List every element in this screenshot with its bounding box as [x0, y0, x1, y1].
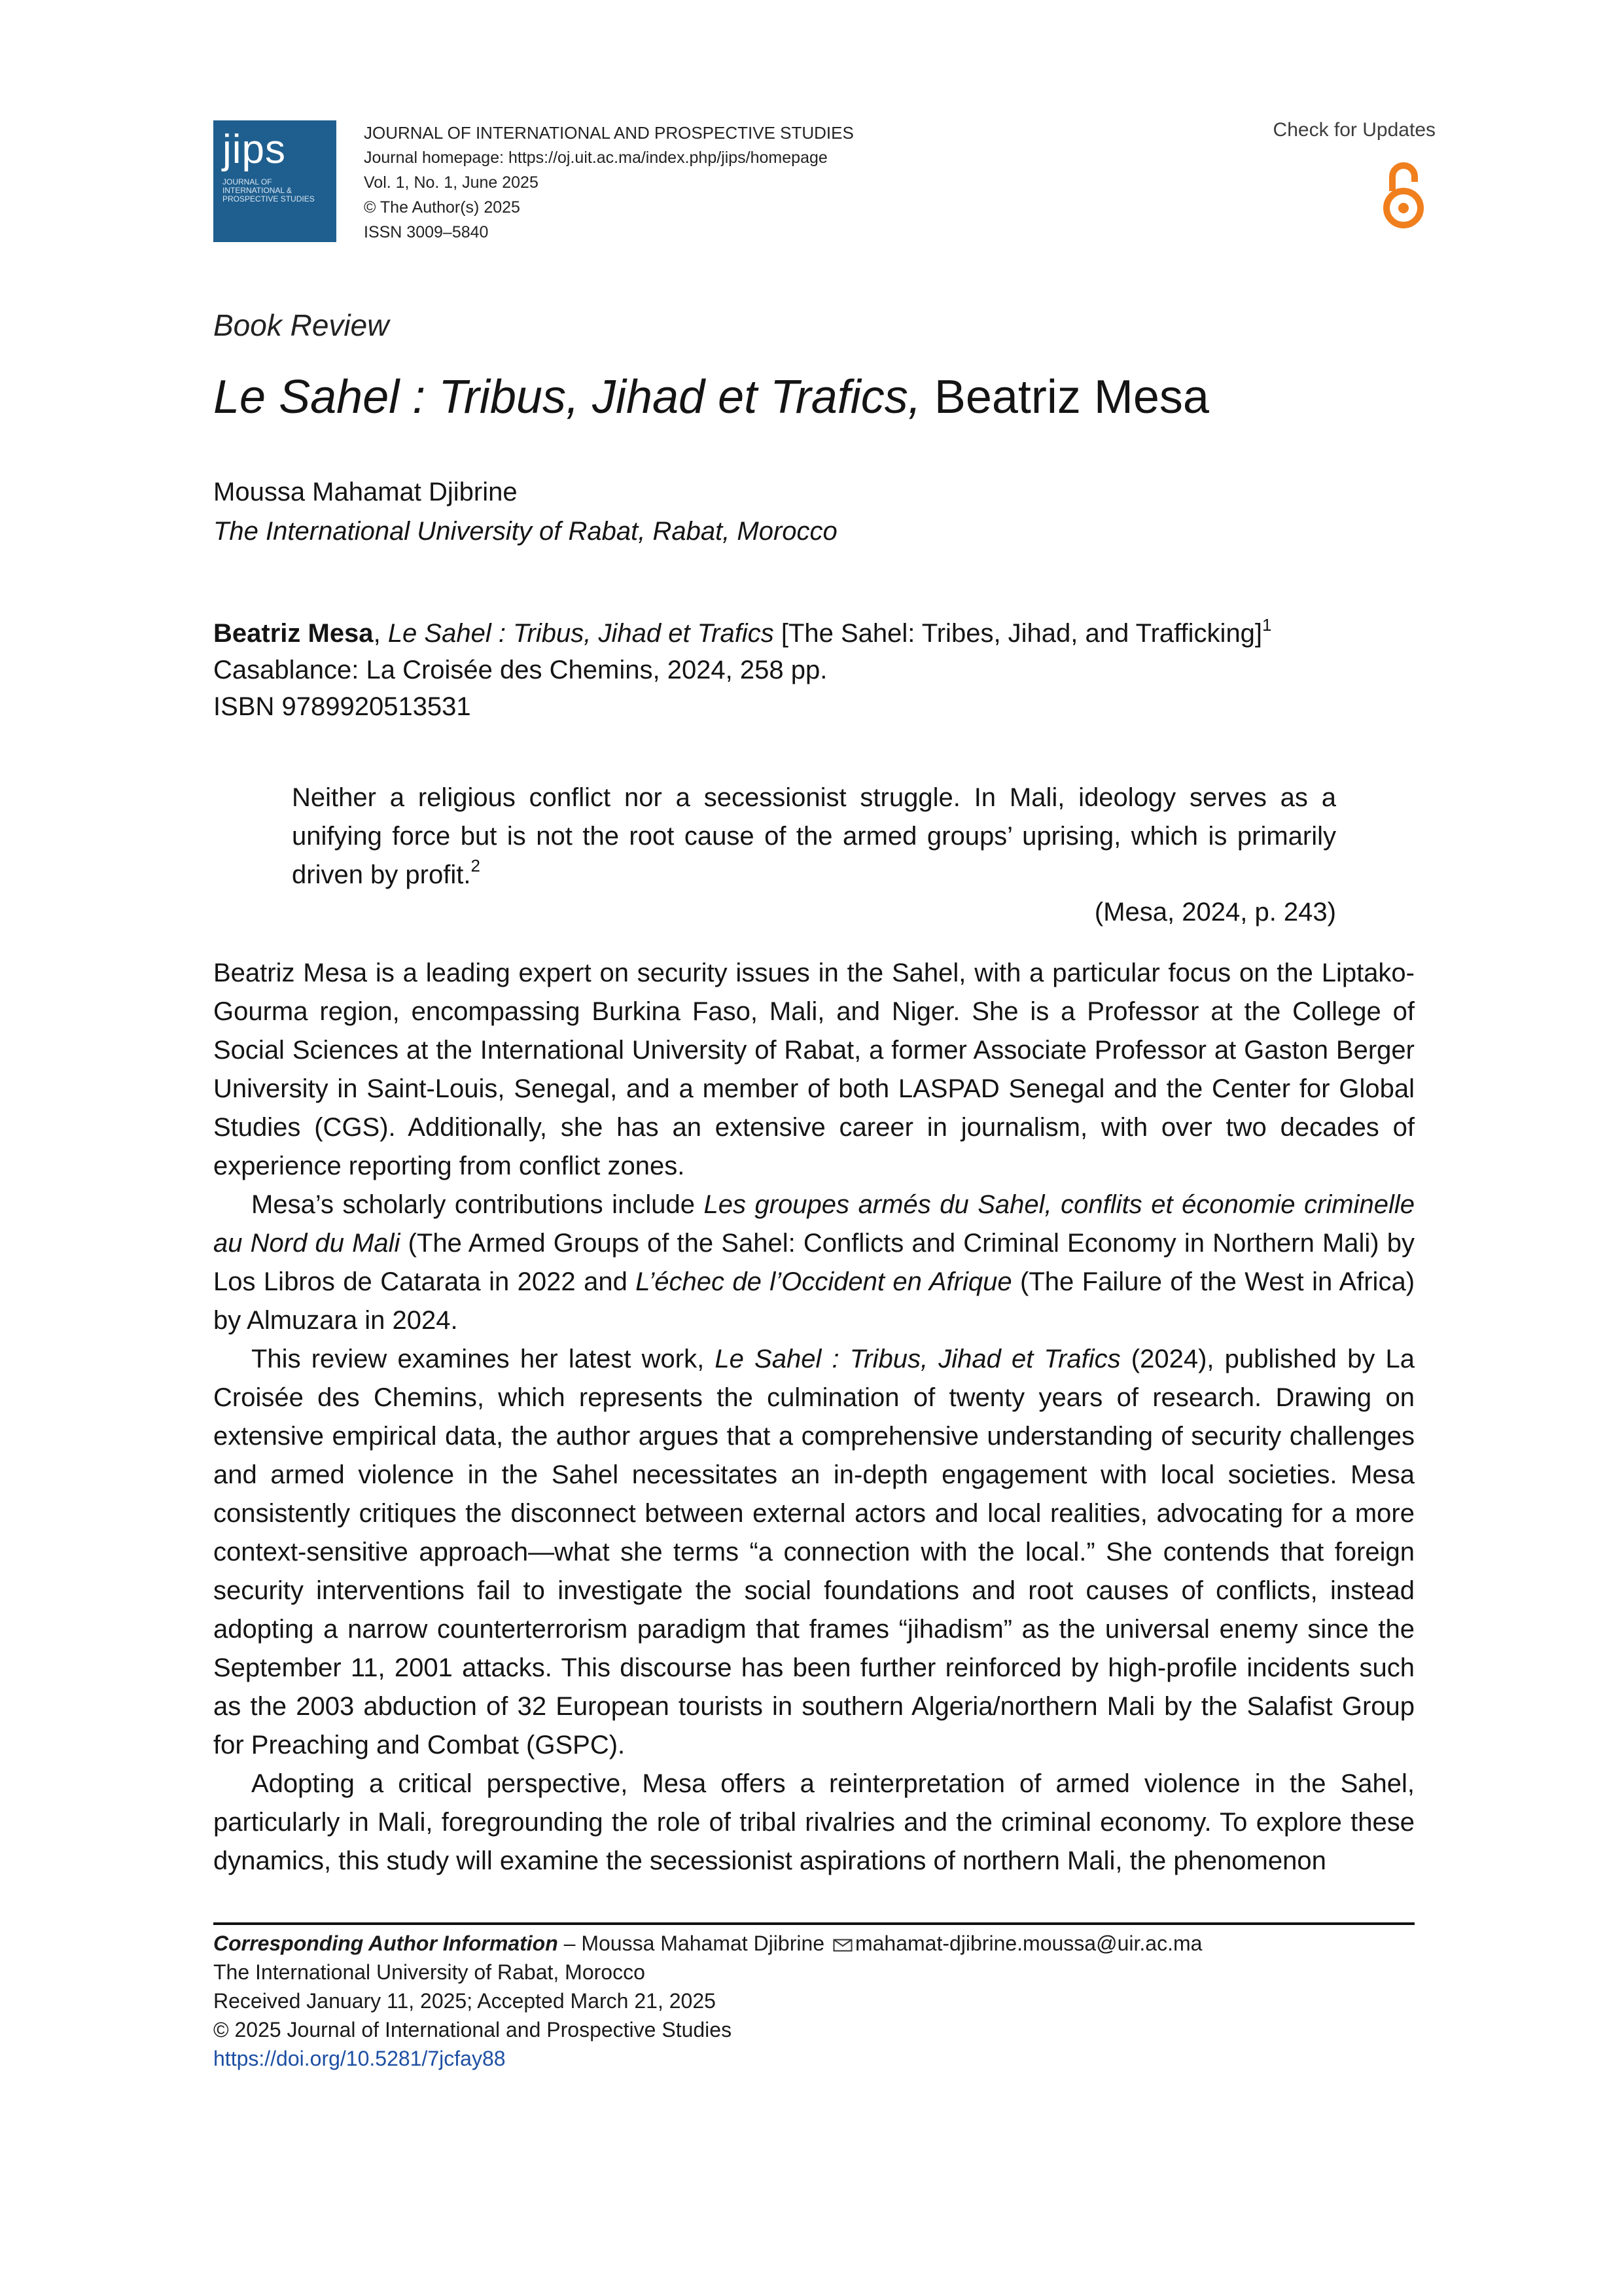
article-title	[213, 370, 1209, 424]
journal-name: JOURNAL OF INTERNATIONAL AND PROSPECTIVE STUDIES	[364, 123, 854, 143]
article-body	[213, 954, 1415, 1881]
book-publisher: Casablance: La Croisée des Chemins, 2024, 258 pp.	[213, 656, 828, 684]
book-citation-line	[213, 615, 1272, 652]
epigraph	[292, 779, 1336, 894]
check-for-updates-label[interactable]: Check for Updates	[1273, 119, 1436, 141]
book-isbn: ISBN 9789920513531	[213, 692, 471, 721]
paragraph-3-text: This review examines her latest work,	[251, 1345, 715, 1373]
paragraph-2	[213, 1186, 1415, 1340]
footer-divider	[213, 1922, 1415, 1925]
logo-subtitle: JOURNAL OF INTERNATIONAL & PROSPECTIVE STUDIES	[222, 177, 315, 203]
check-for-updates[interactable]	[1273, 119, 1436, 230]
title-book-name: Le Sahel : Tribus, Jihad et Trafics,	[213, 371, 921, 423]
footer-institution: The International University of Rabat, Morocco	[213, 1960, 645, 1984]
book-title: Le Sahel : Tribus, Jihad et Trafics	[387, 619, 774, 648]
journal-copyright: © The Author(s) 2025	[364, 198, 520, 217]
doi-link[interactable]: https://doi.org/10.5281/7jcfay88	[213, 2047, 506, 2070]
title-author: Beatriz Mesa	[934, 371, 1209, 423]
mail-icon	[833, 1939, 853, 1952]
footer-dates: Received January 11, 2025; Accepted March 21, 2025	[213, 1989, 716, 2013]
open-access-icon[interactable]	[1379, 157, 1428, 230]
logo-wordmark: jips	[222, 127, 287, 172]
section-label: Book Review	[213, 308, 389, 342]
paragraph-3	[213, 1340, 1415, 1765]
footer-author-line	[213, 1929, 1202, 1958]
paragraph-4: Adopting a critical perspective, Mesa offers a reinterpretation of armed violence in the Sahel, particularly in Mali, foregrounding the role of tribal rivalries and the criminal economy. To explore these dynamics, this study will examine the secessionist aspirations of northern Mali, the phenomenon	[213, 1769, 1415, 1875]
footer-email[interactable]: mahamat-djibrine.moussa@uir.ac.ma	[855, 1932, 1203, 1955]
footnote-ref-2[interactable]: 2	[470, 856, 480, 875]
book-info	[213, 615, 1272, 725]
author-name: Moussa Mahamat Djibrine	[213, 478, 518, 506]
paragraph-3-text: (2024), published by La Croisée des Chemins, which represents the culmination of twenty years of research. Drawing on extensive empirical data, the author argues that a comprehensive understanding of security challenges and armed violence in the Sahel necessitates an in-depth engagement with local societies. Mesa consistently critiques the disconnect between external actors and local realities, advocating for a more context-sensitive approach—what she terms “a connection with the local.” She contends that foreign security interventions fail to investigate the social foundations and root causes of conflicts, instead adopting a narrow counterterrorism paradigm that frames “jihadism” as the universal enemy since the September 11, 2001 attacks. This discourse has been further reinforced by high-profile incidents such as the 2003 abduction of 32 European tourists in southern Algeria/northern Mali by the Salafist Group for Preaching and Combat (GSPC).	[213, 1345, 1415, 1759]
paragraph-1: Beatriz Mesa is a leading expert on security issues in the Sahel, with a particular focus on the Liptako-Gourma region, encompassing Burkina Faso, Mali, and Niger. She is a Professor at the College of Social Sciences at the International University of Rabat, a former Associate Professor at Gaston Berger University in Saint-Louis, Senegal, and a member of both LASPAD Senegal and the Center for Global Studies (CGS). Additionally, she has an extensive career in journalism, with over two decades of experience reporting from conflict zones.	[213, 959, 1415, 1180]
footnote-ref-1[interactable]: 1	[1262, 615, 1272, 635]
paragraph-2-book-title: Les groupes armés du Sahel, conflits et économie criminelle au Nord du Mali	[213, 1190, 1415, 1258]
footer-copyright: © 2025 Journal of International and Prospective Studies	[213, 2018, 732, 2041]
paragraph-2-text: Mesa’s scholarly contributions include	[251, 1190, 704, 1219]
footer-author: – Moussa Mahamat Djibrine	[557, 1932, 830, 1955]
journal-issn: ISSN 3009–5840	[364, 223, 489, 241]
author-affiliation: The International University of Rabat, Rabat, Morocco	[213, 517, 838, 546]
paragraph-2-text: (The Armed Groups of the Sahel: Conflicts and Criminal Economy in Northern Mali) by Los Libros de Catarata in 2022 and	[213, 1229, 1415, 1296]
book-translation: [The Sahel: Tribes, Jihad, and Trafficking]	[781, 619, 1263, 648]
paragraph-2-text: (The Failure of the West in Africa) by Almuzara in 2024.	[213, 1267, 1415, 1335]
journal-meta	[364, 120, 854, 245]
journal-volume: Vol. 1, No. 1, June 2025	[364, 173, 538, 192]
journal-logo	[213, 120, 336, 242]
paragraph-2-book-title: L’échec de l’Occident en Afrique	[635, 1267, 1012, 1296]
epigraph-text: Neither a religious conflict nor a secessionist struggle. In Mali, ideology serves as a unifying force but is not the root cause of the armed groups’ uprising, which is primarily driven by profit.	[292, 783, 1336, 889]
footer-label: Corresponding Author Information	[213, 1932, 558, 1955]
book-author: Beatriz Mesa	[213, 619, 374, 648]
epigraph-citation: (Mesa, 2024, p. 243)	[1094, 898, 1336, 927]
book-separator: ,	[373, 619, 381, 648]
paragraph-3-book-title: Le Sahel : Tribus, Jihad et Trafics	[715, 1345, 1121, 1373]
author-block	[213, 472, 838, 551]
journal-homepage[interactable]: Journal homepage: https://oj.uit.ac.ma/index.php/jips/homepage	[364, 149, 828, 167]
corresponding-author-info	[213, 1929, 1202, 2073]
